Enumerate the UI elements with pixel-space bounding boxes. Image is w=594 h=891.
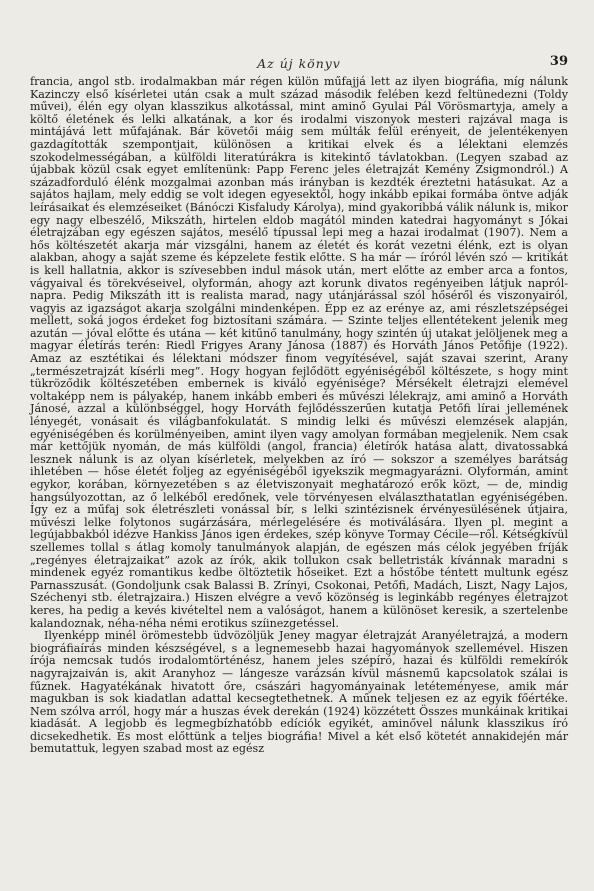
page-number: 39 xyxy=(549,54,568,69)
running-title: Az új könyv xyxy=(257,56,341,71)
body-text xyxy=(30,76,568,756)
paragraph: Ilyenképp minél örömestebb üdvözöljük Jeney magyar életrajzát Aranyéletrajzá, a modern biográfiaírás minden készségével, s a legnemesebb hazai hagyományok szellemével. Hiszen írója nemcsak tudós irodalomtörténész, hanem jeles szépíró, hazai és külföldi remekírók nagyrajzaiván is, akit Aranyhoz — lángesze varázsán kívül másnemű kapcsolatok szálai is fűznek. Hagyatékának hivatott őre, császári hagyományainak letéteményese, amik már magukban is sok kiadatlan adattal kecsegtethetnek. A műnek teljesen ez az egyik főértéke. Nem szólva arról, hogy már a huszas évek derekán (1924) közzétett Összes munkáinak kritikai kiadását. A legjobb és legmegbízhatóbb edíciók egyikét, aminővel nálunk klasszikus író dicsekedhetik. És most előttünk a teljes biográfia! Mivel a két első kötetét annakidején már bemutattuk, legyen szabad most az egész xyxy=(30,629,568,756)
paragraph: francia, angol stb. irodalmakban már régen külön műfajjá lett az ilyen biográfia, míg nálunk Kazinczy első kísérletei után csak a mult század második felében kezd feltünedezni (Toldy művei), élén egy olyan klasszikus alkotással, mint aminő Gyulai Pál Vörösmartyja, amely a költő életének és lelki alkatának, a kor és irodalmi viszonyok mesteri rajzával maga is mintájává lett műfajának. Bár követői máig sem múlták felül erényeit, de jelentékenyen gazdagították szempontjait, különösen a kritikai elvek és a lélektani elemzés szokodelmességában, a külföldi literatúrákra is kitekintő távlatokban. (Legyen szabad az újabbak közül csak egyet említenünk: Papp Ferenc jeles életrajzát Kemény Zsigmondról.) A századforduló élénk mozgalmai azonban más irányban is kezdték éreztetni hatásukat. Az a sajátos hajlam, mely eddig se volt idegen egyesektől, hogy inkább epikai formába öntve adják leírásaikat és elemzéseiket (Bánóczi Kisfaludy Károlya), mind gyakoribbá válik nálunk is, mikor egy nagy elbeszélő, Mikszáth, hirtelen eldob magától minden katedrai hagyományt s Jókai életrajzában egy egészen sajátos, mesélő típussal lepi meg a hazai irodalmat (1907). Nem a hős költészetét akarja már vizsgálni, hanem az életét és korát vezetni élénk, ezt is olyan alakban, ahogy a saját szeme és képzelete festik előtte. S ha már — íróról lévén szó — kritikát is kell hallatnia, akkor is szívesebben indul mások után, mert előtte az ember arca a fontos, vágyaival és törekvéseivel, olyformán, ahogy azt korunk divatos regényeiben látjuk napról-napra. Pedig Mikszáth itt is realista marad, nagy utánjárással szól hőséről és viszonyairól, vagyis az igazságot akarja szolgálni mindenképen. Épp ez az erénye az, ami részletszépségei mellett, soká jogos érdeket fog biztosítani számára. — Szinte teljes ellentétekent jelenik meg azután — jóval előtte és utána — két kitűnő tanulmány, hogy szintén új utakat jelöljenek meg a magyar életírás terén: Riedl Frigyes Arany Jánosa (1887) és Horváth János Petőfije (1922). Amaz az esztétikai és lélektani módszer finom vegyítésével, saját szavai szerint, Arany „természetrajzát kísérli meg”. Hogy hogyan fejlődött egyéniségéből költészete, s hogy mint tükröződik költészetében embernek is kiváló egyénisége? Mérsékelt életrajzi elemével voltaképp nem is pályakép, hanem inkább emberi és művészi lélekrajz, ami aminő a Horváth Jánosé, azzal a különbséggel, hogy Horváth fejlődésszerűen kutatja Petőfi lírai jellemének lényegét, vonásait és világbanfokulatát. S mindig lelki és művészi elemzések alapján, egyéniségében és korülményeiben, amint ilyen vagy amolyan formában megjelenik. Nem csak már kettőjük nyomán, de más külföldi (angol, francia) életírók hatása alatt, divatossabká lesznek nálunk is az olyan kísérletek, melyekben az író — sokszor a személyes barátság ihletében — hőse életét foljeg az egyéniségéből igyekszik megmagyarázni. Olyformán, amint egykor, korában, környezetében s az életviszonyait meghatározó erők közt, — de, mindig hangsúlyozottan, az ő lelkéből eredőnek, vele törvényesen elválaszthatatlan egyéniségében. Így ez a műfaj sok életrészleti vonással bír, s lelki szintézisnek érvényesülésének útjaira, művészi lelke folytonos sugárzására, mérlegelésére és motiválására. Ilyen pl. megint a legújabbakból idézve Hankiss János igen érdekes, szép könyve Tormay Cécile—ről. Kétségkívül szellemes tollal s átlag komoly tanulmányok alapján, de egészen más célok jegyében fríják „regényes életrajzaikat” azok az írók, akik tollukon csak belletristák kívánnak maradni s mindenek egyéz romantikus kedbe öltöztetik hőseiket. Ezt a hőstőbe téntett multunk egész Parnasszusát. (Gondoljunk csak Balassi B. Zrínyi, Csokonai, Petőfi, Madách, Liszt, Nagy Lajos, Széchenyi stb. életrajzaira.) Hiszen elvégre a vevő közönség is leginkább regényes életrajzot keres, ha pedig a kevés kivételtel nem a valóságot, hanem a különöset keresik, a szertelenbe kalandoznak, néha-néha némi erotikus szíinezgetéssel. xyxy=(30,75,568,630)
running-header xyxy=(30,0,568,71)
